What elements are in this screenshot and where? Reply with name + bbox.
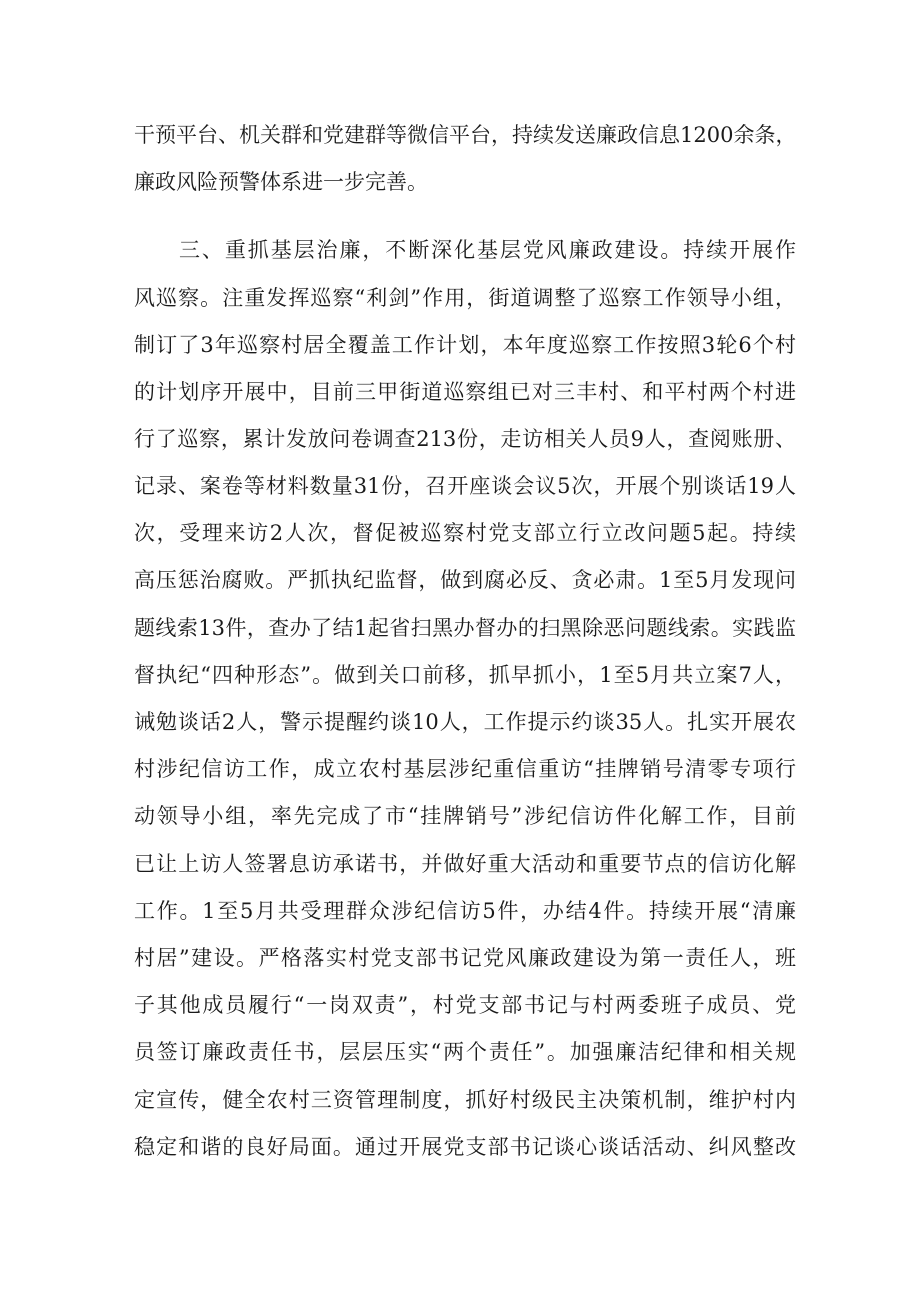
text-line: 干预平台、机关群和党建群等微信平台，持续发送廉政信息1200余条， bbox=[134, 123, 797, 147]
text-line: 记录、案卷等材料数量31份，召开座谈会议5次，开展个别谈话19人 bbox=[134, 474, 796, 498]
text-line: 行了巡察，累计发放问卷调查213份，走访相关人员9人，查阅账册、 bbox=[134, 427, 796, 451]
text-line: 稳定和谐的良好局面。通过开展党支部书记谈心谈话活动、纠风整改 bbox=[134, 1135, 796, 1159]
text-line: 子其他成员履行“一岗双责”，村党支部书记与村两委班子成员、党 bbox=[134, 993, 796, 1017]
text-line: 工作。1至5月共受理群众涉纪信访5件，办结4件。持续开展“清廉 bbox=[134, 899, 796, 923]
text-line: 动领导小组，率先完成了市“挂牌销号”涉纪信访件化解工作，目前 bbox=[134, 804, 796, 828]
text-line: 制订了3年巡察村居全覆盖工作计划，本年度巡察工作按照3轮6个村 bbox=[134, 333, 796, 357]
text-line: 督执纪“四种形态”。做到关口前移，抓早抓小，1至5月共立案7人， bbox=[134, 663, 796, 687]
text-line: 题线索13件，查办了结1起省扫黑办督办的扫黑除恶问题线索。实践监 bbox=[134, 616, 796, 640]
text-line: 定宣传，健全农村三资管理制度，抓好村级民主决策机制，维护村内 bbox=[134, 1088, 796, 1112]
text-line: 次，受理来访2人次，督促被巡察村党支部立行立改问题5起。持续 bbox=[134, 521, 796, 545]
text-line: 廉政风险预警体系进一步完善。 bbox=[134, 170, 428, 194]
text-line: 诫勉谈话2人，警示提醒约谈10人，工作提示约谈35人。扎实开展农 bbox=[134, 710, 796, 734]
text-line: 高压惩治腐败。严抓执纪监督，做到腐必反、贪必肃。1至5月发现问 bbox=[134, 568, 796, 592]
text-line: 的计划序开展中，目前三甲街道巡察组已对三丰村、和平村两个村进 bbox=[134, 380, 796, 404]
text-line: 村涉纪信访工作，成立农村基层涉纪重信重访“挂牌销号清零专项行 bbox=[134, 757, 796, 781]
text-line: 员签订廉政责任书，层层压实“两个责任”。加强廉洁纪律和相关规 bbox=[134, 1040, 796, 1064]
text-line: 已让上访人签署息访承诺书，并做好重大活动和重要节点的信访化解 bbox=[134, 852, 796, 876]
text-line: 风巡察。注重发挥巡察“利剑”作用，街道调整了巡察工作领导小组， bbox=[134, 286, 796, 310]
text-line: 三、重抓基层治廉，不断深化基层党风廉政建设。持续开展作 bbox=[179, 238, 796, 262]
text-line: 村居”建设。严格落实村党支部书记党风廉政建设为第一责任人，班 bbox=[134, 946, 796, 970]
